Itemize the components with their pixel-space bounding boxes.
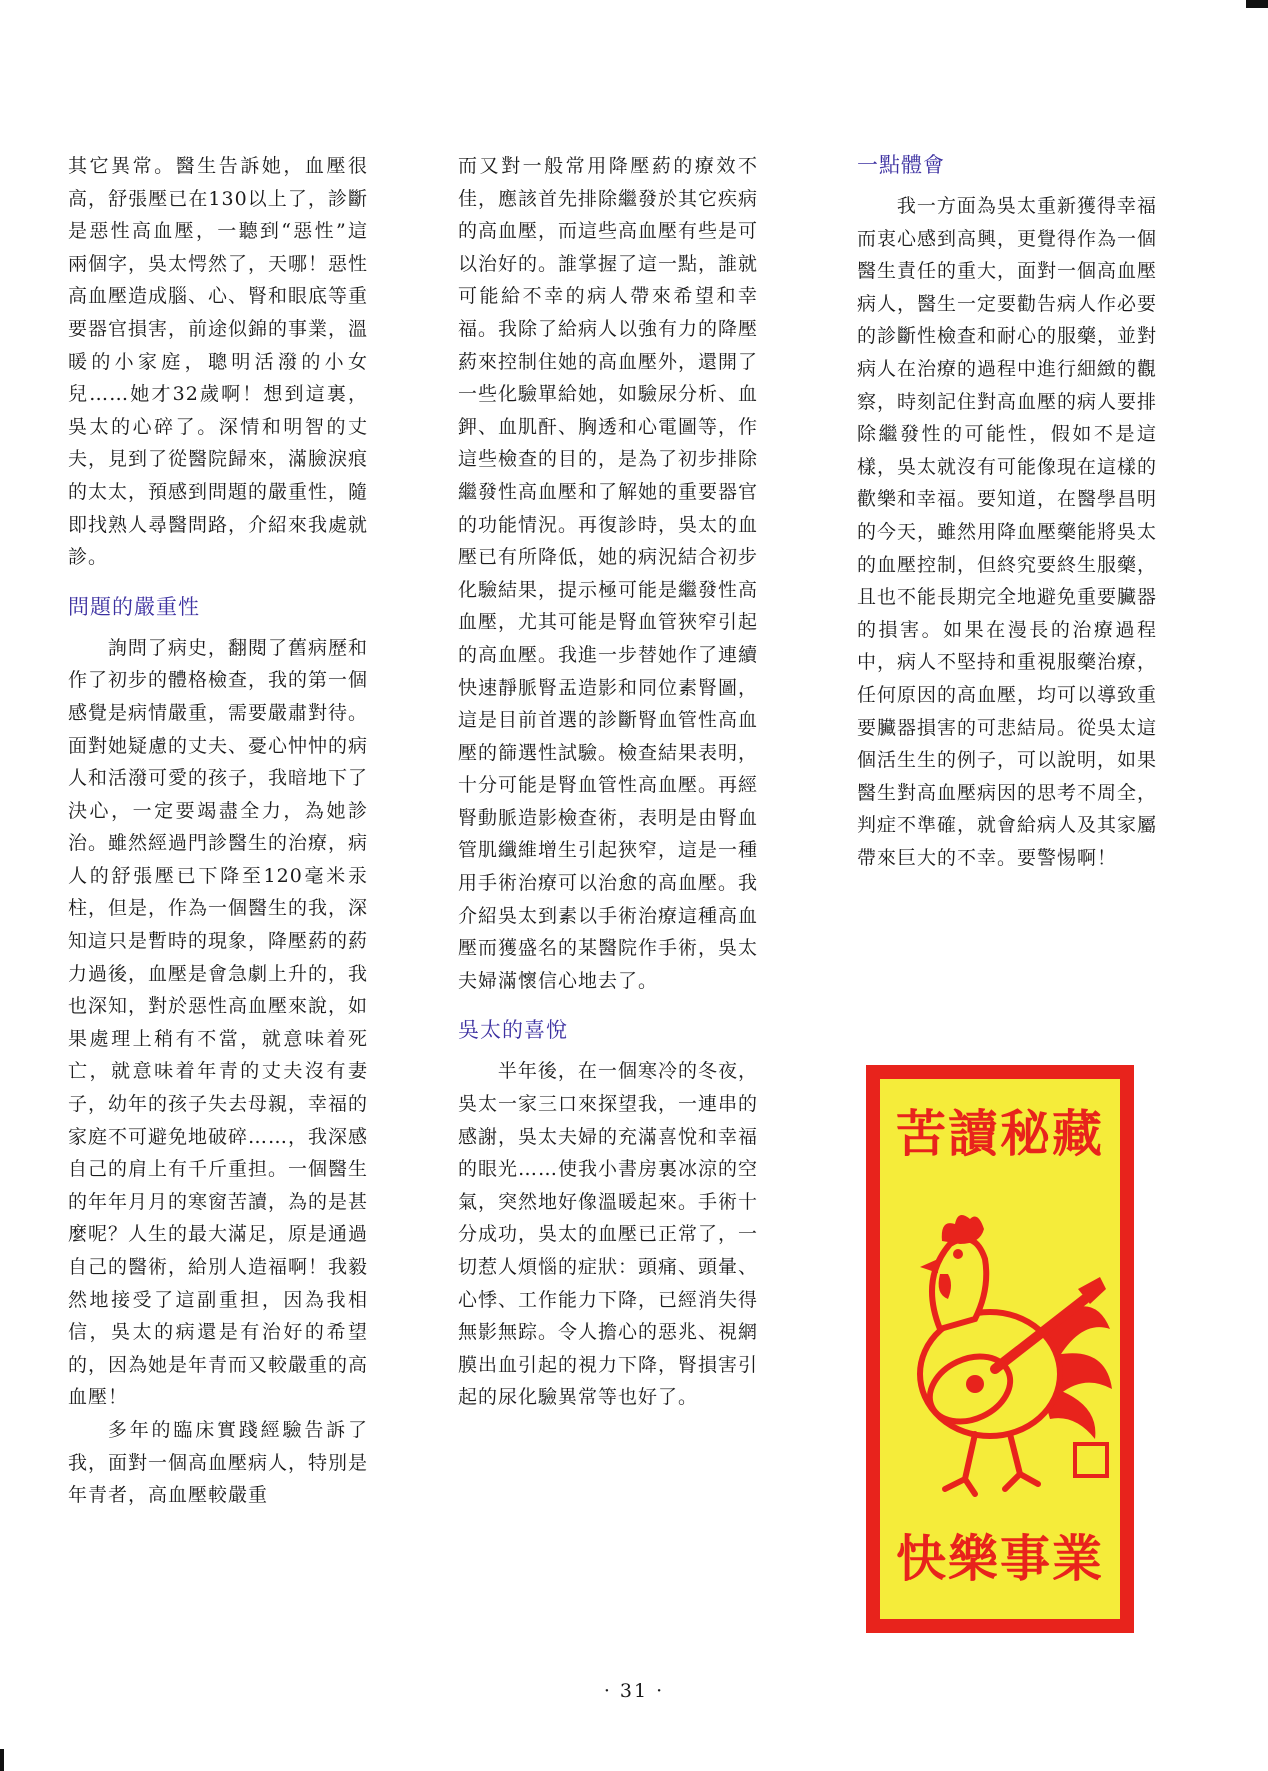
paragraph: 詢問了病史，翻閱了舊病歷和作了初步的體格檢查，我的第一個感覺是病情嚴重，需要嚴肅對待。面對她疑慮的丈夫、憂心忡忡的病人和活潑可愛的孩子，我暗地下了決心，一定要竭盡全力，為她診治。雖然經過門診醫生的治療，病人的舒張壓已下降至120毫米汞柱，但是，作為一個醫生的我，深知這只是暫時的現象，降壓葯的葯力過後，血壓是會急劇上升的，我也深知，對於惡性高血壓來說，如果處理上稍有不當，就意味着死亡，就意味着年青的丈夫沒有妻子，幼年的孩子失去母親，幸福的家庭不可避免地破碎……，我深感自己的肩上有千斤重担。一個醫生的年年月月的寒窗苦讀，為的是甚麼呢？人生的最大滿足，原是通過自己的醫術，給別人造福啊！我毅然地接受了這副重担，因為我相信，吳太的病還是有治好的希望的，因為她是年青而又較嚴重的高血壓！ — [68, 636, 369, 1409]
column-2 — [458, 150, 758, 1414]
paragraph: 多年的臨床實踐經驗告訴了我，面對一個高血壓病人，特別是年青者，高血壓較嚴重 — [68, 1418, 369, 1507]
corner-mark — [1246, 0, 1268, 8]
column-3 — [857, 150, 1157, 874]
section-heading: 吳太的喜悅 — [458, 1018, 568, 1043]
rooster-guitar-illustration — [880, 1189, 1120, 1507]
page-number: · 31 · — [603, 1680, 665, 1702]
corner-mark — [0, 1749, 4, 1771]
section-heading: 問題的嚴重性 — [68, 594, 200, 619]
seal-artwork — [866, 1065, 1134, 1633]
column-1 — [68, 150, 368, 1512]
seal-bottom-inscription: 快樂事業 — [880, 1499, 1120, 1619]
seal-top-inscription: 苦讀秘藏 — [880, 1079, 1120, 1189]
paragraph: 而又對一般常用降壓葯的療效不佳，應該首先排除繼發於其它疾病的高血壓，而這些高血壓有些是可以治好的。誰掌握了這一點，誰就可能給不幸的病人帶來希望和幸福。我除了給病人以強有力的降壓葯來控制住她的高血壓外，還開了一些化驗單給她，如驗尿分析、血鉀、血肌酐、胸透和心電圖等，作這些檢查的目的，是為了初步排除繼發性高血壓和了解她的重要器官的功能情況。再復診時，吳太的血壓已有所降低，她的病況結合初步化驗結果，提示極可能是繼發性高血壓，尤其可能是腎血管狹窄引起的高血壓。我進一步替她作了連續快速靜脈腎盂造影和同位素腎圖，這是目前首選的診斷腎血管性高血壓的篩選性試驗。檢查結果表明，十分可能是腎血管性高血壓。再經腎動脈造影檢查術，表明是由腎血管肌纖維增生引起狹窄，這是一種用手術治療可以治愈的高血壓。我介紹吳太到素以手術治療這種高血壓而獲盛名的某醫院作手術，吳太夫婦滿懷信心地去了。 — [458, 155, 759, 992]
paragraph: 半年後，在一個寒冷的冬夜，吳太一家三口來探望我，一連串的感謝，吳太夫婦的充滿喜悅和幸福的眼光……使我小書房裏冰涼的空氣，突然地好像溫暖起來。手術十分成功，吳太的血壓已正常了，一切惹人煩惱的症狀：頭痛、頭暈、心悸、工作能力下降，已經消失得無影無踪。令人擔心的惡兆、視網膜出血引起的視力下降，腎損害引起的尿化驗異常等也好了。 — [458, 1060, 759, 1409]
section-heading: 一點體會 — [857, 153, 945, 177]
paragraph: 我一方面為吳太重新獲得幸福而衷心感到高興，更覺得作為一個醫生責任的重大，面對一個高血壓病人，醫生一定要勸告病人作必要的診斷性檢查和耐心的服藥，並對病人在治療的過程中進行細緻的觀察，時刻記住對高血壓的病人要排除繼發性的可能性，假如不是這樣，吳太就沒有可能像現在這樣的歡樂和幸福。要知道，在醫學昌明的今天，雖然用降血壓藥能將吳太的血壓控制，但終究要終生服藥，且也不能長期完全地避免重要臟器的損害。如果在漫長的治療過程中，病人不堅持和重視服藥治療，任何原因的高血壓，均可以導致重要臟器損害的可悲結局。從吳太這個活生生的例子，可以說明，如果醫生對高血壓病因的思考不周全，判症不準確，就會給病人及其家屬帶來巨大的不幸。要警惕啊！ — [857, 195, 1158, 869]
paragraph: 其它異常。醫生告訴她，血壓很高，舒張壓已在130以上了，診斷是惡性高血壓，一聽到“惡性”這兩個字，吳太愕然了，天哪！惡性高血壓造成腦、心、腎和眼底等重要器官損害，前途似錦的事業，溫暖的小家庭，聰明活潑的小女兒……她才32歲啊！想到這裏，吳太的心碎了。深情和明智的丈夫，見到了從醫院歸來，滿臉淚痕的太太，預感到問題的嚴重性，隨即找熟人尋醫問路，介紹來我處就診。 — [68, 155, 369, 569]
